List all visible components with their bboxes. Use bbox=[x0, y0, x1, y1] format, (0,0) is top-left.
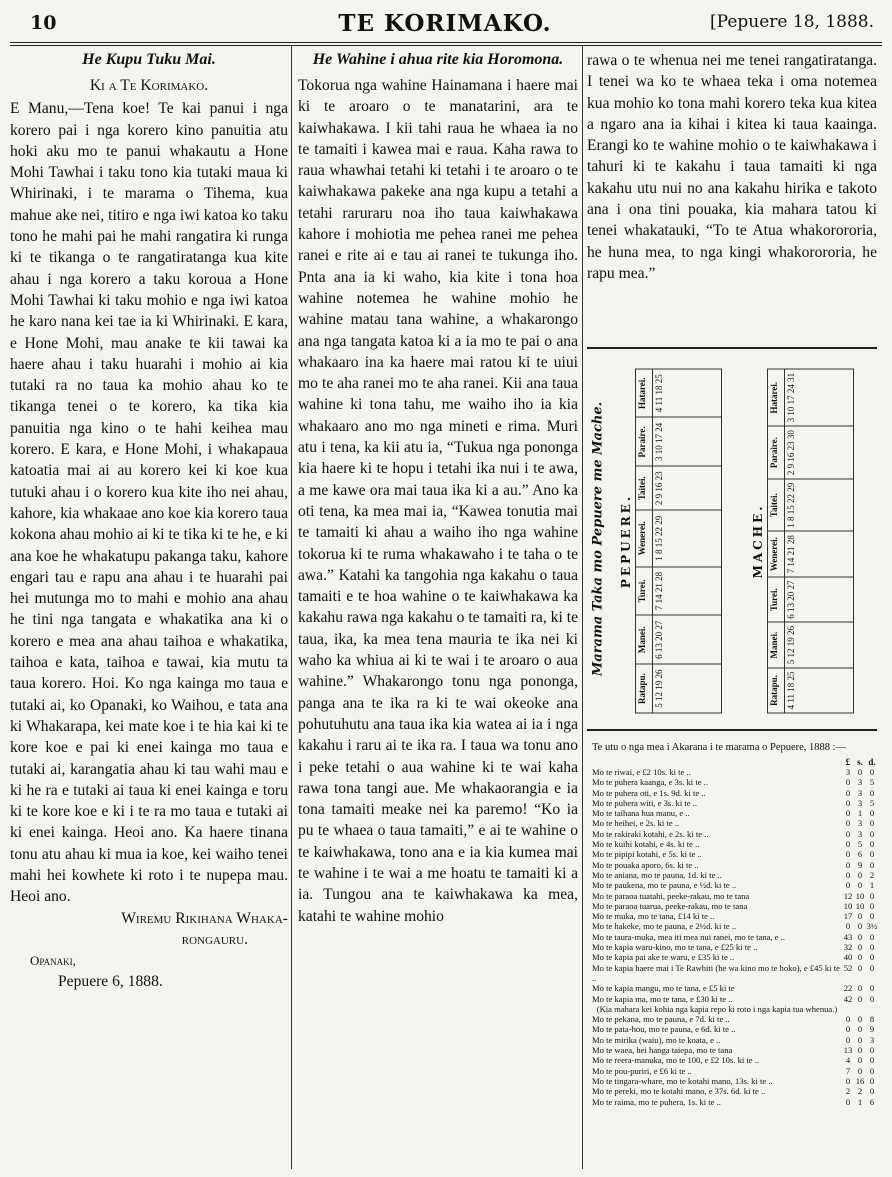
price-pence: 9 bbox=[869, 1024, 875, 1035]
price-rows bbox=[592, 767, 878, 1107]
price-item: Mo te riwai, e £2 10s. ki te .. bbox=[592, 767, 691, 777]
price-pence: 1 bbox=[869, 880, 875, 891]
price-shillings: 3 bbox=[857, 818, 863, 829]
price-row bbox=[592, 849, 878, 859]
price-row bbox=[592, 798, 878, 808]
price-pence: 0 bbox=[869, 900, 875, 911]
price-shillings: 0 bbox=[857, 1055, 863, 1066]
price-pounds: 17 bbox=[843, 911, 853, 922]
price-row bbox=[592, 901, 878, 911]
price-pounds: 0 bbox=[845, 777, 851, 788]
column-divider bbox=[291, 46, 292, 1169]
price-shillings: 3 bbox=[857, 828, 863, 839]
price-pence: 0 bbox=[869, 1055, 875, 1066]
price-pounds: 0 bbox=[845, 787, 851, 798]
price-item: Mo te pipipi kotahi, e 5s. ki te .. bbox=[592, 849, 702, 860]
price-shillings: 0 bbox=[857, 1024, 863, 1035]
price-pence: 0 bbox=[869, 849, 875, 860]
price-pence: 6 bbox=[869, 1096, 875, 1107]
masthead-rule-2 bbox=[10, 45, 882, 46]
price-pounds: 0 bbox=[845, 1014, 851, 1025]
calendar-day-header: Ratapu. bbox=[636, 664, 653, 713]
price-pounds: 2 bbox=[845, 1086, 851, 1097]
calendar-table bbox=[767, 368, 854, 713]
price-row bbox=[592, 767, 878, 777]
price-row bbox=[592, 880, 878, 890]
price-shillings: 0 bbox=[857, 1065, 863, 1076]
calendar-day-header: Wenerei. bbox=[768, 531, 785, 576]
price-shillings: 5 bbox=[857, 839, 863, 850]
price-item: Mo te kapia waru-kino, mo te tana, e £25 ki te .. bbox=[592, 942, 758, 953]
price-item: Mo te paukena, mo te pauna, e ½d. ki te .. bbox=[592, 880, 737, 891]
price-item: Mo te mirika (waiu), mo te koata, e .. bbox=[592, 1034, 721, 1045]
price-pounds: 3 bbox=[845, 767, 851, 777]
price-pence: 0 bbox=[869, 962, 875, 973]
price-pounds: 0 bbox=[845, 1034, 851, 1045]
shillings-header: s. bbox=[857, 757, 863, 767]
price-pence bbox=[866, 1004, 878, 1014]
price-shillings: 6 bbox=[857, 849, 863, 860]
story-body: Tokorua nga wahine Hainamana i haere mai ki te aroaro o te manatarini, ara te kaiwhakawa. I kii tahi raua he whaea ia no te tamaiti i kawea mai e raua. Kaha rawa to raua whawhai tetahi ki tetahi i te aroaro o te kaiwhakawa pakeke ana nga kupu a tetahi a tetahi raruraru noa iho taua kaiwhakawa kahore i mohiotia me pehea ranei me pehea ranei e rite ai e tau ai ranei te tukunga iho. Pnta ana ia ki waho, kia kite i tona hoa wahine notemea he wahine mohio he wahine matau tana wahine, a whakarongo ana nga tangata katoa ki a ia mo te pai o ana whakaaro ina ka haere mai ratou ki te uiui mo te aha ranei mo te aha ranei. Kii ana taua wahine ki tona tahu, me waiho iho ia kia whakaaro ano mo nga mineti e rima. Muri atu i tena, ka kii atu ia, “Tukua nga pononga kia haere ki te hopu i tetahi ika nui i te awa, a me kawe ora mai taua ika ki a au.” Ano ka oti tena, ka mea mai ia, “Kawea tonutia mai te tamaiti ki ahau a waiho iho nga wahine tokorua ki te ruma whakawaho i te taha o te awa.” Katahi ka tangohia nga kakahu o taua tamaiti e te hoa wahine o te kaiwhakawa ka kakahu rawa nga kakahu o te tamaiti ra, ki te taua, ika, ka mea tena mauria te ika nei ki waho ka whiua ai ki te wai i te aroaro o aua wahine.” Whakarongo tonu nga pononga, panga ana te ika ra ki te wai okeoke ana pohutuhutu ana taua ika kia watea ai ia i nga kakahu i raru ai te ika ra. I taua wa tonu ano i peke tetahi o aua wahine ki te wai kaha rawa tona tangi aue. Me whakaorangia e ia tona tamaiti meake nei ka paremo! “Ko ia pu te whaea o taua tamaiti,” e ai te wahine o te kaiwhakawa, tono ana e ia kia kumea mai te wahine i te wai a me hoatu te tamaiti ki a ia. Tungou ana te kaiwhakawa ka mea, katahi te wahine mohio bbox=[298, 77, 578, 925]
calendar bbox=[587, 347, 877, 731]
price-pounds: 0 bbox=[845, 1075, 851, 1086]
letter-place: Opanaki, bbox=[30, 953, 76, 969]
price-pence: 0 bbox=[869, 818, 875, 829]
price-pounds: 0 bbox=[845, 880, 851, 891]
price-row bbox=[592, 829, 878, 839]
price-item: Mo te heihei, e 2s. ki te .. bbox=[592, 818, 680, 829]
price-item: Mo te tingara-whare, mo te kotahi mano, 13s. ki te .. bbox=[592, 1075, 773, 1086]
price-pence: 0 bbox=[869, 808, 875, 819]
price-shillings: 1 bbox=[857, 808, 863, 819]
price-shillings bbox=[854, 1004, 866, 1014]
price-pounds: 42 bbox=[843, 993, 853, 1004]
price-item: Mo te taura-muka, mea iti mea nui ranei, mo te tana, e .. bbox=[592, 931, 786, 942]
price-item: Mo te kuihi kotahi, e 4s. ki te .. bbox=[592, 839, 700, 850]
price-row bbox=[592, 860, 878, 870]
price-pounds: 0 bbox=[845, 849, 851, 860]
price-shillings: 16 bbox=[855, 1075, 865, 1086]
price-shillings: 3 bbox=[857, 777, 863, 788]
price-item: (Kia mahara kei kohia nga kapia repo ki roto i nga kapia tua whenua.) bbox=[596, 1003, 838, 1014]
price-shillings: 0 bbox=[857, 1014, 863, 1025]
price-shillings: 2 bbox=[857, 1086, 863, 1097]
price-row bbox=[592, 1097, 878, 1107]
price-item: Mo te muka, mo te tana, £14 ki te .. bbox=[592, 911, 715, 922]
price-pence: 3½ bbox=[866, 921, 878, 932]
price-pence: 0 bbox=[869, 1065, 875, 1076]
price-pence: 0 bbox=[869, 828, 875, 839]
price-row bbox=[592, 942, 878, 952]
price-item: Mo te reera-manuka, mo te 100, e £2 10s. ki te .. bbox=[592, 1055, 760, 1066]
price-item: Mo te kapia ma, mo te tana, e £30 ki te .. bbox=[592, 993, 733, 1004]
calendar-dates: 5 12 19 26 bbox=[653, 664, 722, 713]
calendar-day-header: Paraire. bbox=[636, 417, 653, 466]
pounds-header: £ bbox=[845, 757, 851, 767]
masthead-rule bbox=[10, 42, 882, 43]
price-shillings: 9 bbox=[857, 859, 863, 870]
page-number: 10 bbox=[30, 12, 57, 34]
price-pounds: 22 bbox=[843, 983, 853, 994]
letter-signature-cont: rongauru. bbox=[181, 930, 248, 948]
price-pounds: 10 bbox=[843, 900, 853, 911]
calendar-day-header: Turei. bbox=[768, 576, 785, 621]
price-row bbox=[592, 983, 878, 993]
price-shillings: 10 bbox=[855, 890, 865, 901]
price-pence: 0 bbox=[869, 911, 875, 922]
price-row bbox=[592, 891, 878, 901]
price-row bbox=[592, 911, 878, 921]
price-pounds: 0 bbox=[845, 921, 851, 932]
issue-date: [Pepuere 18, 1888. bbox=[710, 12, 874, 32]
price-shillings: 0 bbox=[857, 952, 863, 963]
price-shillings: 0 bbox=[857, 993, 863, 1004]
price-pounds: 43 bbox=[843, 931, 853, 942]
calendar-dates: 4 11 18 25 bbox=[785, 667, 854, 712]
masthead bbox=[10, 6, 880, 40]
price-shillings: 0 bbox=[857, 880, 863, 891]
price-item: Mo te puhera witi, e 3s. ki te .. bbox=[592, 797, 698, 808]
price-pounds: 13 bbox=[843, 1045, 853, 1056]
price-pence: 0 bbox=[869, 1086, 875, 1097]
price-pence: 5 bbox=[869, 777, 875, 788]
price-row bbox=[592, 1076, 878, 1086]
price-row bbox=[592, 1086, 878, 1096]
calendar-day-header: Manei. bbox=[636, 615, 653, 664]
letter-body: E Manu,—Tena koe! Te kai panui i nga korero pai i nga korero kino panuitia atu hoki aku mo te panui whakautu a Hone Mohi Tawhai i taku tono kia tutaki maua ki Whirinaki, i te marama o Tihema, kua mahue ake nei, titiro e nga iwi katoa ko taku tono he mahi pai he mahi rangatira ki runga ki te tikanga o te rangatiratanga kua kite ahau i nga korero a taku koroua a Hone Mohi Tawhai ki taku mohio e nga iwi katoa he karo nana kei tae ia ki Whirinaki. E kara, e Hone Mohi, mau anake te kii tawai ka haere ahau i taku huarahi i mohio ai kia tutaki ra no taua ka mohio ahau ko te tikanga tenei o te korero, ka tika kia panuitia nga kino o te hahi keihea mau korero. E kara, e Hone Mohi, i whakapaua katoatia mai ai au korero kei ki koe kua tutuki ahau i o korero kua kite iho nei ahau, kahore, kia whakaae ano koe kia korero taua kokona ahau mohio ai ki te tika ki te he, e ki ana koe he whakatupu pakanga taku, kahore engari tau e rapu ana ahau i te huarahi pai hei mutunga mo to mahi e mohio ana ahau he tini nga tangata e whakatika ana ki o korero e mea ana ahau taihoa e whakatika, taihoa e kata, taihoa e tawai, kia mutu ta taua korero. Hoi. Ko nga kainga mo taua e tutaki ai, ko Opanaki, ko Waihou, e tata ana ki Whakarapa, kei mate koe i te hia kai ki te kore koe e pai ki enei kainga mo taua e tutaki ai, karangatia ahau ki tau wahi mau e ki he ra e tutaki ai taua ki enei kainga e toru ki te kore koe e ki i te ra mo taua e tutaki ai ki enei kainga. Heoi ano. Ka haere tinana tonu atu ahau ki mua ia koe, kei waiho tenei mahi hei kowhete ki roto i te nupepa mau. Heoi ano. bbox=[10, 100, 288, 906]
price-pence: 0 bbox=[869, 787, 875, 798]
price-pounds: 40 bbox=[843, 952, 853, 963]
price-item: Mo te pouaka aporo, 6s. ki te .. bbox=[592, 859, 699, 870]
price-item: Mo te pou-puriri, e £6 ki te .. bbox=[592, 1065, 692, 1076]
price-pounds: 0 bbox=[845, 859, 851, 870]
price-pounds bbox=[842, 1004, 854, 1014]
calendar-dates: 7 14 21 28 bbox=[785, 531, 854, 576]
calendar-dates: 1 8 15 22 29 bbox=[653, 510, 722, 566]
calendar-day-header: Paraire. bbox=[768, 426, 785, 479]
price-item: Mo te kapia haere mai i Te Rawhiti (he wa kino mo te hoko), e £45 ki te .. bbox=[592, 962, 840, 983]
price-item: Mo te pereki, mo te kotahi mano, e 37s. 6d. ki te .. bbox=[592, 1086, 766, 1097]
price-pounds: 12 bbox=[843, 890, 853, 901]
price-pence: 0 bbox=[869, 983, 875, 994]
calendar-dates: 3 10 17 24 bbox=[653, 417, 722, 466]
calendar-side-title bbox=[587, 349, 609, 729]
price-pence: 0 bbox=[869, 890, 875, 901]
letter-column bbox=[10, 50, 288, 993]
story-column bbox=[298, 50, 578, 927]
calendar-day-header: Turei. bbox=[636, 566, 653, 615]
price-pounds: 4 bbox=[845, 1055, 851, 1066]
calendar-day-header: Ratapu. bbox=[768, 667, 785, 712]
price-shillings: 0 bbox=[857, 1045, 863, 1056]
price-shillings: 0 bbox=[857, 767, 863, 777]
price-row bbox=[592, 870, 878, 880]
price-row bbox=[592, 788, 878, 798]
price-pounds: 0 bbox=[845, 839, 851, 850]
price-pence: 0 bbox=[869, 931, 875, 942]
price-item: Mo te paraoa tuarua, peeke-rakau, mo te tana bbox=[592, 900, 748, 911]
calendar-month-name: PEPUERE. bbox=[619, 493, 633, 588]
price-shillings: 0 bbox=[857, 983, 863, 994]
price-row bbox=[592, 1066, 878, 1076]
calendar-dates: 4 11 18 25 bbox=[653, 369, 722, 417]
price-item: Mo te kapia mangu, mo te tana, e £5 ki te bbox=[592, 983, 735, 994]
price-item: Mo te pata-hou, mo te pauna, e 6d. ki te .. bbox=[592, 1024, 736, 1035]
letter-heading: He Kupu Tuku Mai. bbox=[82, 51, 216, 68]
price-shillings: 0 bbox=[857, 942, 863, 953]
price-pence: 0 bbox=[869, 942, 875, 953]
column-divider bbox=[582, 46, 583, 1169]
price-unit-headers bbox=[592, 757, 878, 767]
story-continuation-column bbox=[587, 50, 877, 284]
calendar-month bbox=[747, 363, 859, 718]
newspaper-title: TE KORIMAKO. bbox=[338, 10, 552, 37]
price-row bbox=[592, 1024, 878, 1034]
price-row bbox=[592, 994, 878, 1004]
price-pounds: 0 bbox=[845, 808, 851, 819]
price-pounds: 0 bbox=[845, 818, 851, 829]
calendar-day-header: Taitei. bbox=[636, 466, 653, 510]
price-row bbox=[592, 808, 878, 818]
price-shillings: 0 bbox=[857, 931, 863, 942]
letter-signature: Wiremu Rikihana Whaka- bbox=[121, 909, 288, 927]
calendar-day-header: Hatarei. bbox=[768, 369, 785, 426]
price-shillings: 0 bbox=[857, 869, 863, 880]
price-row bbox=[592, 1035, 878, 1045]
calendar-day-header: Manei. bbox=[768, 622, 785, 667]
price-pounds: 32 bbox=[843, 942, 853, 953]
price-list bbox=[592, 741, 878, 1107]
price-pence: 0 bbox=[869, 767, 875, 777]
price-item: Mo te puhera kaanga, e 3s. ki te .. bbox=[592, 777, 708, 788]
price-note bbox=[592, 1004, 878, 1014]
calendar-dates: 2 9 16 23 30 bbox=[785, 426, 854, 479]
pence-header: d. bbox=[868, 757, 876, 767]
price-pence: 5 bbox=[869, 797, 875, 808]
price-pence: 0 bbox=[869, 993, 875, 1004]
price-pence: 2 bbox=[869, 869, 875, 880]
price-row bbox=[592, 818, 878, 828]
calendar-dates: 2 9 16 23 bbox=[653, 466, 722, 510]
price-row bbox=[592, 839, 878, 849]
price-pounds: 7 bbox=[845, 1065, 851, 1076]
calendar-dates: 6 13 20 27 bbox=[653, 615, 722, 664]
price-pence: 3 bbox=[869, 1034, 875, 1045]
price-pounds: 0 bbox=[845, 797, 851, 808]
price-shillings: 0 bbox=[857, 1034, 863, 1045]
price-row bbox=[592, 963, 878, 984]
price-pounds: 0 bbox=[845, 1024, 851, 1035]
price-pence: 0 bbox=[869, 859, 875, 870]
price-row bbox=[592, 1055, 878, 1065]
price-row bbox=[592, 952, 878, 962]
price-pence: 0 bbox=[869, 952, 875, 963]
price-pounds: 0 bbox=[845, 828, 851, 839]
story-heading: He Wahine i ahua rite kia Horomona. bbox=[312, 51, 564, 68]
letter-salutation: Ki a Te Korimako. bbox=[89, 77, 209, 94]
price-item: Mo te paraoa tuatahi, peeke-rakau, mo te tana bbox=[592, 890, 750, 901]
price-item: Mo te puhera oti, e 1s. 9d. ki te .. bbox=[592, 787, 706, 798]
calendar-month-name: MACHE. bbox=[751, 503, 765, 578]
price-item: Mo te waea, hei hanga taiepa, mo te tana bbox=[592, 1045, 733, 1056]
price-shillings: 3 bbox=[857, 787, 863, 798]
price-row bbox=[592, 777, 878, 787]
price-row bbox=[592, 1014, 878, 1024]
price-row bbox=[592, 921, 878, 931]
price-pounds: 52 bbox=[843, 962, 853, 973]
price-pence: 0 bbox=[869, 1045, 875, 1056]
calendar-dates: 6 13 20 27 bbox=[785, 576, 854, 621]
price-pence: 8 bbox=[869, 1014, 875, 1025]
calendar-dates: 3 10 17 24 31 bbox=[785, 369, 854, 426]
calendar-table bbox=[635, 368, 722, 713]
price-shillings: 0 bbox=[857, 921, 863, 932]
price-pounds: 0 bbox=[845, 1096, 851, 1107]
price-row bbox=[592, 1045, 878, 1055]
calendar-day-header: Hatarei. bbox=[636, 369, 653, 417]
price-item: Mo te hakeke, mo te pauna, e 2½d. ki te .. bbox=[592, 921, 737, 932]
price-item: Mo te aniana, mo te pauna, 1d. ki te .. bbox=[592, 869, 722, 880]
price-pence: 0 bbox=[869, 839, 875, 850]
price-list-intro: Te utu o nga mea i Akarana i te marama o Pepuere, 1888 :— bbox=[592, 742, 847, 753]
story-continuation: rawa o te whenua nei me tenei rangatiratanga. I tenei wa ko te whaea teka i oma notemea kua mohio ko tona mahi korero teka kua kitea a ngaro ana ia kihai i kitea ki taua kaainga. Erangi ko te wahine mohio o te kaiwhakawa i tahuri ki te kakahu i taua tamaiti ki nga kakahu utu nui no ana kakahu hirika e takoto ana i ona tini pouaka, kia mahara tatou ki tenei whakatauki, “To te Atua whakorororia, he huna mea, to nga kingi whakorororia, he rapu mea.” bbox=[587, 52, 877, 282]
calendar-day-header: Wenerei. bbox=[636, 510, 653, 566]
calendar-dates: 7 14 21 28 bbox=[653, 566, 722, 615]
calendar-dates: 1 8 15 22 29 bbox=[785, 478, 854, 531]
price-item: Mo te rakiraki kotahi, e 2s. ki te .. bbox=[592, 828, 709, 839]
price-pounds: 0 bbox=[845, 869, 851, 880]
price-item: Mo te raima, mo te puhera, 1s. ki te .. bbox=[592, 1096, 721, 1107]
letter-date: Pepuere 6, 1888. bbox=[58, 973, 163, 991]
calendar-month bbox=[615, 363, 727, 718]
price-item: Mo te kapia pai ake te waru, e £35 ki te .. bbox=[592, 952, 735, 963]
price-shillings: 10 bbox=[855, 900, 865, 911]
price-shillings: 1 bbox=[857, 1096, 863, 1107]
price-shillings: 0 bbox=[857, 911, 863, 922]
price-row bbox=[592, 932, 878, 942]
calendar-dates: 5 12 19 26 bbox=[785, 622, 854, 667]
calendar-title: Marama Taka mo Pepuere me Mache. bbox=[590, 401, 606, 677]
price-shillings: 0 bbox=[857, 962, 863, 973]
calendar-day-header: Taitei. bbox=[768, 478, 785, 531]
price-item: Mo te pekana, mo te pauna, e 7d. ki te .. bbox=[592, 1014, 730, 1025]
price-item: Mo te taihana hua manu, e .. bbox=[592, 808, 690, 819]
price-pence: 0 bbox=[869, 1075, 875, 1086]
price-shillings: 3 bbox=[857, 797, 863, 808]
